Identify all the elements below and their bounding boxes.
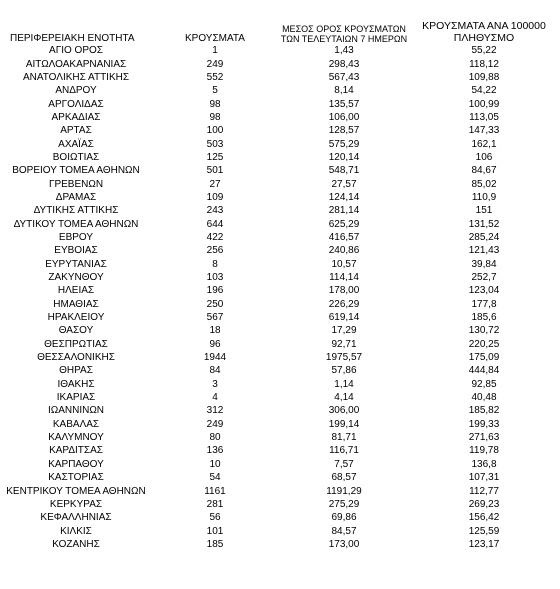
cell-regional-unit: ΑΡΤΑΣ: [60, 125, 92, 137]
cell-cases-per-100000: 125,59: [468, 525, 500, 537]
cell-cases: 1944: [203, 352, 227, 364]
cell-regional-unit: ΕΥΡΥΤΑΝΙΑΣ: [45, 258, 107, 270]
table-row: [6, 191, 554, 204]
table-row: [6, 177, 554, 190]
cell-7day-average: 69,86: [331, 512, 357, 524]
cell-7day-average: 567,43: [328, 71, 360, 83]
cell-cases-per-100000: 118,12: [469, 58, 499, 70]
cell-cases-per-100000: 147,33: [468, 125, 500, 137]
header-cases-per-100000: ΚΡΟΥΣΜΑΤΑ ΑΝΑ 100000 ΠΛΗΘΥΣΜΟ: [422, 20, 546, 44]
cell-cases: 552: [206, 71, 224, 83]
table-row: [6, 524, 554, 537]
cell-7day-average: 173,00: [328, 538, 360, 550]
table-row: [6, 271, 554, 284]
table-row: [6, 458, 554, 471]
cell-7day-average: 128,57: [328, 125, 360, 137]
table-row: [6, 471, 554, 484]
cell-7day-average: 27,57: [331, 178, 357, 190]
cell-cases-per-100000: 131,52: [468, 218, 500, 230]
cell-cases: 18: [209, 325, 221, 337]
cell-cases: 98: [209, 111, 221, 123]
cell-cases: 103: [206, 272, 224, 284]
cell-7day-average: 306,00: [328, 405, 360, 417]
cell-cases: 422: [206, 231, 224, 243]
table-row: [6, 418, 554, 431]
cell-7day-average: 7,57: [334, 458, 354, 470]
cell-7day-average: 298,43: [328, 58, 360, 70]
cell-cases: 125: [206, 151, 224, 163]
cell-regional-unit: ΚΑΛΥΜΝΟΥ: [48, 432, 104, 444]
cell-regional-unit: ΗΡΑΚΛΕΙΟΥ: [47, 312, 105, 324]
cell-cases-per-100000: 199,33: [468, 418, 500, 430]
table-row: [6, 97, 554, 110]
cell-regional-unit: ΑΙΤΩΛΟΑΚΑΡΝΑΝΙΑΣ: [25, 58, 127, 70]
cell-cases-per-100000: 185,6: [471, 312, 497, 324]
table-row: [6, 44, 554, 57]
cell-7day-average: 92,71: [331, 338, 357, 350]
cell-7day-average: 114,14: [329, 272, 359, 284]
cell-cases-per-100000: 109,88: [468, 71, 500, 83]
cell-cases: 4: [212, 392, 218, 404]
table-row: [6, 378, 554, 391]
cell-cases-per-100000: 119,78: [469, 445, 499, 457]
cell-regional-unit: ΔΥΤΙΚΗΣ ΑΤΤΙΚΗΣ: [33, 205, 119, 217]
cell-7day-average: 4,14: [334, 392, 354, 404]
cell-7day-average: 548,71: [328, 165, 360, 177]
cell-cases: 136: [206, 445, 224, 457]
cell-cases: 109: [206, 191, 224, 203]
cell-7day-average: 135,57: [328, 98, 360, 110]
cell-regional-unit: ΚΕΝΤΡΙΚΟΥ ΤΟΜΕΑ ΑΘΗΝΩΝ: [6, 485, 146, 497]
cell-cases: 312: [206, 405, 224, 417]
cell-regional-unit: ΚΟΖΑΝΗΣ: [52, 538, 100, 550]
table-row: [6, 258, 554, 271]
cell-7day-average: 416,57: [328, 231, 360, 243]
cell-7day-average: 575,29: [328, 138, 360, 150]
cell-7day-average: 57,86: [331, 365, 357, 377]
table-row: [6, 231, 554, 244]
cell-cases-per-100000: 40,48: [471, 392, 497, 404]
cell-cases: 256: [206, 245, 224, 257]
cell-cases: 101: [206, 525, 224, 537]
cell-7day-average: 625,29: [328, 218, 360, 230]
cell-cases-per-100000: 107,31: [468, 472, 500, 484]
cell-7day-average: 226,29: [328, 298, 360, 310]
header-7day-average: ΜΕΣΟΣ ΟΡΟΣ ΚΡΟΥΣΜΑΤΩΝ ΤΩΝ ΤΕΛΕΥΤΑΙΩΝ 7 ΗΜΕΡΩΝ: [280, 24, 408, 44]
cell-cases: 196: [206, 285, 224, 297]
cell-regional-unit: ΑΡΚΑΔΙΑΣ: [51, 111, 101, 123]
cell-cases: 56: [209, 512, 221, 524]
cell-regional-unit: ΓΡΕΒΕΝΩΝ: [48, 178, 104, 190]
cell-regional-unit: ΘΕΣΠΡΩΤΙΑΣ: [44, 338, 108, 350]
cell-regional-unit: ΙΩΑΝΝΙΝΩΝ: [47, 405, 105, 417]
cell-cases: 185: [206, 538, 224, 550]
cell-7day-average: 1,43: [334, 45, 354, 57]
header-regional-unit: ΠΕΡΙΦΕΡΕΙΑΚΗ ΕΝΟΤΗΤΑ: [10, 33, 135, 44]
cell-cases-per-100000: 156,42: [468, 512, 500, 524]
cell-regional-unit: ΒΟΡΕΙΟΥ ΤΟΜΕΑ ΑΘΗΝΩΝ: [12, 165, 140, 177]
cell-regional-unit: ΒΟΙΩΤΙΑΣ: [52, 151, 100, 163]
cell-7day-average: 106,00: [328, 111, 360, 123]
cell-cases: 503: [206, 138, 224, 150]
cell-cases-per-100000: 92,85: [471, 378, 497, 390]
cell-cases-per-100000: 39,84: [471, 258, 497, 270]
table-row: [6, 57, 554, 70]
cell-regional-unit: ΗΛΕΙΑΣ: [57, 285, 95, 297]
cell-regional-unit: ΘΗΡΑΣ: [59, 365, 93, 377]
cell-7day-average: 199,14: [328, 418, 360, 430]
cell-regional-unit: ΚΑΒΑΛΑΣ: [52, 418, 100, 430]
cell-regional-unit: ΚΑΡΠΑΘΟΥ: [48, 458, 104, 470]
cell-cases: 501: [206, 165, 224, 177]
cell-7day-average: 120,14: [328, 151, 360, 163]
cell-cases: 249: [206, 58, 224, 70]
cell-cases: 567: [206, 312, 224, 324]
table-row: [6, 538, 554, 551]
cell-cases-per-100000: 285,24: [468, 231, 500, 243]
cell-7day-average: 116,71: [329, 445, 359, 457]
cell-cases-per-100000: 185,82: [468, 405, 500, 417]
table-row: [6, 124, 554, 137]
header-row: [6, 13, 554, 44]
cell-cases-per-100000: 252,7: [471, 272, 497, 284]
cell-cases: 27: [209, 178, 221, 190]
table-row: [6, 484, 554, 497]
cell-7day-average: 1191,29: [326, 485, 362, 497]
cell-regional-unit: ΚΕΡΚΥΡΑΣ: [49, 498, 103, 510]
cell-regional-unit: ΘΑΣΟΥ: [58, 325, 94, 337]
cell-cases: 281: [206, 498, 224, 510]
cell-7day-average: 1975,57: [325, 352, 363, 364]
cell-cases-per-100000: 220,25: [468, 338, 500, 350]
cell-7day-average: 281,14: [328, 205, 360, 217]
cell-cases-per-100000: 100,99: [468, 98, 500, 110]
table-row: [6, 511, 554, 524]
cell-cases: 1161: [204, 485, 226, 497]
cell-7day-average: 68,57: [331, 472, 357, 484]
header-cases: ΚΡΟΥΣΜΑΤΑ: [185, 33, 245, 44]
cell-cases-per-100000: 121,43: [468, 245, 500, 257]
table-row: [6, 338, 554, 351]
table-row: [6, 84, 554, 97]
cell-regional-unit: ΚΑΡΔΙΤΣΑΣ: [49, 445, 103, 457]
cell-regional-unit: ΚΑΣΤΟΡΙΑΣ: [48, 472, 104, 484]
table-row: [6, 431, 554, 444]
cell-cases-per-100000: 136,8: [471, 458, 497, 470]
cell-regional-unit: ΔΥΤΙΚΟΥ ΤΟΜΕΑ ΑΘΗΝΩΝ: [13, 218, 139, 230]
table-row: [6, 498, 554, 511]
cell-cases-per-100000: 444,84: [468, 365, 500, 377]
cell-cases-per-100000: 162,1: [471, 138, 497, 150]
cell-cases: 10: [209, 458, 221, 470]
cell-cases: 100: [206, 125, 224, 137]
cell-cases-per-100000: 269,23: [468, 498, 500, 510]
cell-7day-average: 10,57: [331, 258, 357, 270]
cell-cases-per-100000: 112,77: [469, 485, 499, 497]
cell-cases-per-100000: 84,67: [471, 165, 497, 177]
cell-cases-per-100000: 123,17: [468, 538, 500, 550]
table-row: [6, 391, 554, 404]
cell-cases-per-100000: 177,8: [471, 298, 497, 310]
table-row: [6, 137, 554, 150]
cell-cases: 54: [209, 472, 221, 484]
table-row: [6, 151, 554, 164]
cell-7day-average: 1,14: [334, 378, 354, 390]
cell-cases: 3: [212, 378, 218, 390]
table-row: [6, 364, 554, 377]
cell-7day-average: 240,86: [328, 245, 360, 257]
cell-cases-per-100000: 106: [475, 151, 493, 163]
cell-7day-average: 124,14: [328, 191, 360, 203]
table-row: [6, 298, 554, 311]
cell-regional-unit: ΚΕΦΑΛΛΗΝΙΑΣ: [40, 512, 112, 524]
cell-cases-per-100000: 110,9: [471, 191, 497, 203]
cell-7day-average: 84,57: [331, 525, 357, 537]
table-row: [6, 311, 554, 324]
cell-cases-per-100000: 151: [475, 205, 493, 217]
cell-regional-unit: ΑΝΔΡΟΥ: [55, 85, 97, 97]
cell-cases: 80: [209, 432, 221, 444]
cell-7day-average: 619,14: [328, 312, 360, 324]
table-row: [6, 284, 554, 297]
cell-regional-unit: ΑΡΓΟΛΙΔΑΣ: [48, 98, 104, 110]
table-row: [6, 444, 554, 457]
cell-regional-unit: ΖΑΚΥΝΘΟΥ: [48, 272, 104, 284]
table-row: [6, 111, 554, 124]
cell-cases: 250: [206, 298, 224, 310]
cell-regional-unit: ΔΡΑΜΑΣ: [55, 191, 97, 203]
table-row: [6, 351, 554, 364]
cell-7day-average: 81,71: [331, 432, 357, 444]
cell-7day-average: 17,29: [331, 325, 357, 337]
table-row: [6, 204, 554, 217]
cell-cases-per-100000: 130,72: [468, 325, 500, 337]
cell-7day-average: 178,00: [328, 285, 360, 297]
cell-regional-unit: ΚΙΛΚΙΣ: [60, 525, 92, 537]
cases-table: [6, 13, 554, 551]
cell-cases: 644: [206, 218, 224, 230]
cell-cases: 1: [212, 45, 218, 57]
cell-cases: 5: [212, 85, 218, 97]
table-row: [6, 244, 554, 257]
table-row: [6, 324, 554, 337]
table-row: [6, 164, 554, 177]
table-body: [6, 44, 554, 551]
cell-regional-unit: ΘΕΣΣΑΛΟΝΙΚΗΣ: [37, 352, 115, 364]
cell-cases: 98: [209, 98, 221, 110]
cell-regional-unit: ΙΚΑΡΙΑΣ: [56, 392, 96, 404]
table-row: [6, 404, 554, 417]
cell-cases-per-100000: 271,63: [468, 432, 500, 444]
table-row: [6, 71, 554, 84]
cell-cases-per-100000: 123,04: [468, 285, 500, 297]
cell-cases-per-100000: 175,09: [468, 352, 500, 364]
cell-regional-unit: ΕΥΒΟΙΑΣ: [54, 245, 98, 257]
cell-cases: 84: [209, 365, 221, 377]
cell-regional-unit: ΑΝΑΤΟΛΙΚΗΣ ΑΤΤΙΚΗΣ: [22, 71, 130, 83]
cell-cases: 96: [209, 338, 221, 350]
cell-cases: 8: [212, 258, 218, 270]
cell-regional-unit: ΕΒΡΟΥ: [58, 231, 94, 243]
cell-regional-unit: ΙΘΑΚΗΣ: [57, 378, 95, 390]
cell-7day-average: 275,29: [328, 498, 360, 510]
cell-cases-per-100000: 113,05: [469, 111, 499, 123]
table-row: [6, 217, 554, 230]
cell-7day-average: 8,14: [334, 85, 354, 97]
cell-regional-unit: ΑΧΑΪΑΣ: [58, 138, 94, 150]
cell-regional-unit: ΑΓΙΟ ΟΡΟΣ: [49, 45, 103, 57]
cell-cases: 243: [206, 205, 224, 217]
cell-regional-unit: ΗΜΑΘΙΑΣ: [53, 298, 99, 310]
cell-cases-per-100000: 85,02: [471, 178, 497, 190]
cell-cases: 249: [206, 418, 224, 430]
cell-cases-per-100000: 54,22: [471, 85, 497, 97]
cell-cases-per-100000: 55,22: [471, 45, 497, 57]
